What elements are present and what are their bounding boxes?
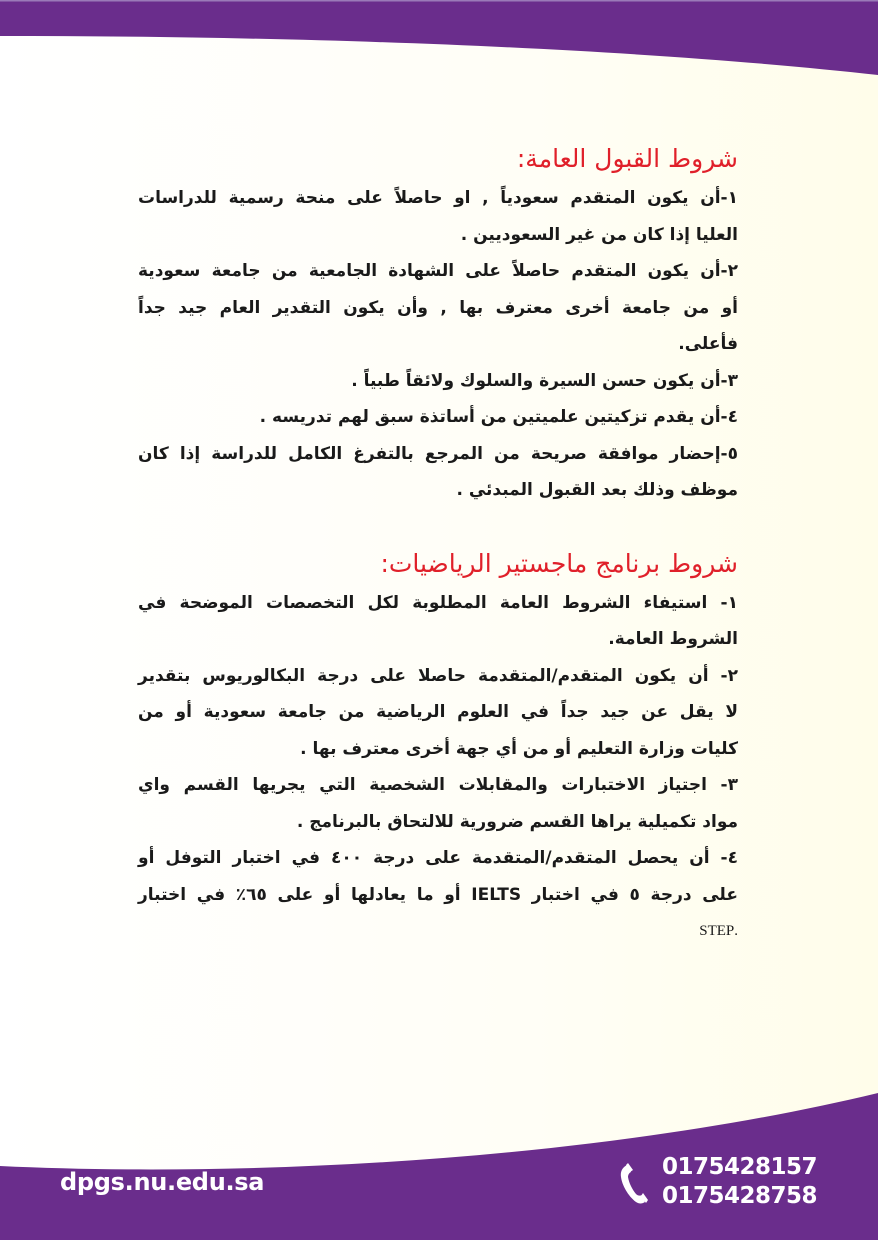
phone-number-1[interactable]: 0175428157 [662,1154,818,1180]
math-condition-line: .STEP [699,923,738,939]
general-condition-line: ١-أن يكون المتقدم سعودياً , او حاصلاً على منحة رسمية للدراسات [138,188,738,208]
document-body [138,138,738,950]
math-condition-line: الشروط العامة. [608,629,738,649]
website-link[interactable]: dpgs.nu.edu.sa [60,1168,265,1196]
math-condition-line: ٣- اجتياز الاختبارات والمقابلات الشخصية التي يجريها القسم واي [138,775,738,795]
general-condition-line: أو من جامعة أخرى معترف بها , وأن يكون التقدير العام جيد جداً [138,297,738,318]
general-conditions-heading: شروط القبول العامة: [516,144,738,173]
phone-numbers [662,1153,817,1211]
math-program-heading: شروط برنامج ماجستير الرياضيات: [380,548,738,578]
math-condition-line: ٢- أن يكون المتقدم/المتقدمة حاصلا على درجة البكالوريوس بتقدير [138,665,738,686]
general-condition-line: ٥-إحضار موافقة صريحة من المرجع بالتفرغ الكامل للدراسة إذا كان [138,443,738,464]
math-condition-line: مواد تكميلية يراها القسم ضرورية للالتحاق بالبرنامج . [296,811,738,832]
top-header-band [0,0,878,130]
general-condition-line: موظف وذلك بعد القبول المبدئي . [456,480,738,500]
math-condition-line: كليات وزارة التعليم أو من أي جهة أخرى معترف بها . [300,738,738,759]
general-conditions-section [138,138,738,509]
general-condition-line: فأعلى. [678,334,738,354]
phone-number-2[interactable]: 0175428758 [662,1183,818,1209]
general-condition-line: العليا إذا كان من غير السعوديين . [460,224,738,245]
general-condition-line: ٢-أن يكون المتقدم حاصلاً على الشهادة الجامعية من جامعة سعودية [138,261,738,281]
bottom-footer-band [0,1060,878,1240]
math-program-section [138,543,738,950]
phone-icon [618,1162,654,1206]
general-condition-line: ٣-أن يكون حسن السيرة والسلوك ولائقاً طبياً . [351,370,738,391]
general-condition-line: ٤-أن يقدم تزكيتين علميتين من أساتذة سبق لهم تدريسه . [259,407,738,427]
top-band-shape [0,0,878,75]
math-condition-line: على درجة ٥ في اختبار IELTS أو ما يعادلها أو على ٦٥٪ في اختبار [138,884,738,905]
math-condition-line: ٤- أن يحصل المتقدم/المتقدمة على درجة ٤٠٠ في اختبار التوفل أو [138,848,739,868]
math-condition-line: لا يقل عن جيد جداً في العلوم الرياضية من جامعة سعودية أو من [138,702,738,722]
math-condition-line: ١- استيفاء الشروط العامة المطلوبة لكل التخصصات الموضحة في [138,592,738,613]
